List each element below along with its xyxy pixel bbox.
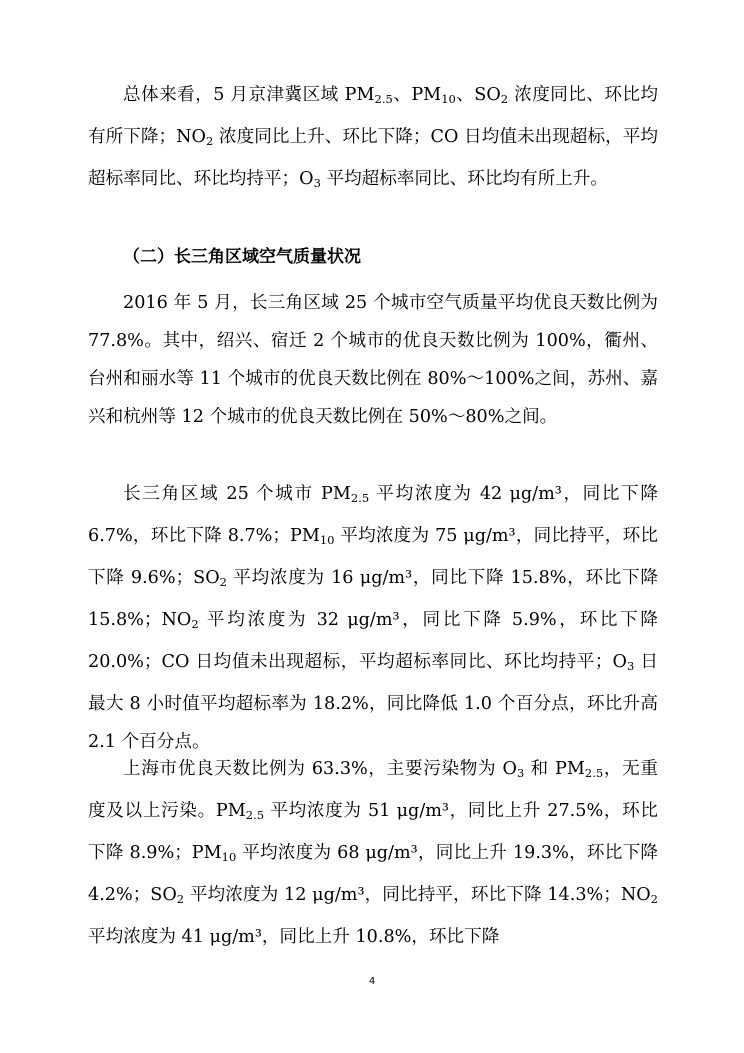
- text-run: 、SO: [455, 85, 501, 105]
- paragraph-shanghai: [88, 750, 658, 956]
- subscript: 2: [500, 92, 509, 106]
- subscript: 3: [313, 176, 321, 190]
- text-run: 平均浓度为 42 μg/m³，同比下降 6.7%，环比下降 8.7%；PM: [88, 484, 658, 546]
- text-run: 日最大 8 小时值平均超标率为 18.2%，同比降低 1.0 个百分点，环比升高 2.1 个百分点。: [88, 652, 659, 752]
- text-run: 平均浓度为 51 μg/m³，同比上升 27.5%，环比下降 8.9%；PM: [88, 801, 658, 863]
- subscript: 10: [441, 92, 456, 106]
- text-run: 平均浓度为 16 μg/m³，同比下降 15.8%，环比下降 15.8%；NO: [88, 568, 658, 630]
- subscript: 2: [176, 892, 185, 906]
- paragraph-jjj-summary: [88, 76, 658, 202]
- subscript: 2: [650, 892, 658, 906]
- paragraph-yrd-days: 2016 年 5 月，长三角区域 25 个城市空气质量平均优良天数比例为 77.8%。其中，绍兴、宿迁 2 个城市的优良天数比例为 100%，衢州、台州和丽水等 11 个城市的优良天数比例在 80%～100%之间，苏州、嘉兴和杭州等 12 个城市的优良天数比例在 50%～80%之间。: [88, 293, 658, 427]
- subscript: 2: [219, 575, 227, 589]
- text-run: 平均浓度为 75 μg/m³，同比持平，环比下降 9.6%；SO: [88, 526, 659, 588]
- subscript: 3: [516, 766, 525, 780]
- section-heading: （二）长三角区域空气质量状况: [123, 247, 361, 267]
- text-run: 平均浓度为 41 μg/m³，同比上升 10.8%，环比下降: [88, 927, 500, 947]
- text-run: 平均浓度为 32 μg/m³，同比下降 5.9%，环比下降 20.0%；CO 日均值未出现超标，平均超标率同比、环比均持平；O: [88, 610, 658, 672]
- text-run: 平均超标率同比、环比均有所上升。: [320, 169, 608, 189]
- text-run: 平均浓度为 68 μg/m³，同比上升 19.3%，环比下降 4.2%；SO: [88, 843, 658, 905]
- text-run: 总体来看，5 月京津冀区域 PM: [123, 85, 375, 105]
- subscript: 2.5: [245, 808, 265, 822]
- text-run: 平均浓度为 12 μg/m³，同比持平，环比下降 14.3%；NO: [184, 885, 651, 905]
- text-run: ，无重度及以上污染。PM: [88, 759, 658, 821]
- text-run: 上海市优良天数比例为 63.3%，主要污染物为 O: [123, 759, 517, 779]
- subscript: 2: [205, 134, 214, 148]
- subscript: 2.5: [584, 766, 604, 780]
- subscript: 10: [319, 533, 335, 547]
- subscript: 2.5: [374, 92, 393, 106]
- subscript: 2: [191, 617, 199, 631]
- text-run: 浓度同比上升、环比下降；CO 日均值未出现超标，平均超标率同比、环比均持平；O: [88, 127, 658, 189]
- subscript: 2.5: [350, 491, 370, 505]
- subscript: 3: [626, 659, 635, 673]
- text-run: 长三角区域 25 个城市 PM: [123, 484, 351, 504]
- text-run: 浓度同比、环比均有所下降；NO: [88, 85, 659, 147]
- text-run: 、PM: [392, 85, 442, 105]
- text-run: 和 PM: [524, 759, 585, 779]
- page-number: 4: [368, 976, 376, 987]
- subscript: 10: [221, 850, 237, 864]
- paragraph-yrd-pollutants: [88, 475, 658, 761]
